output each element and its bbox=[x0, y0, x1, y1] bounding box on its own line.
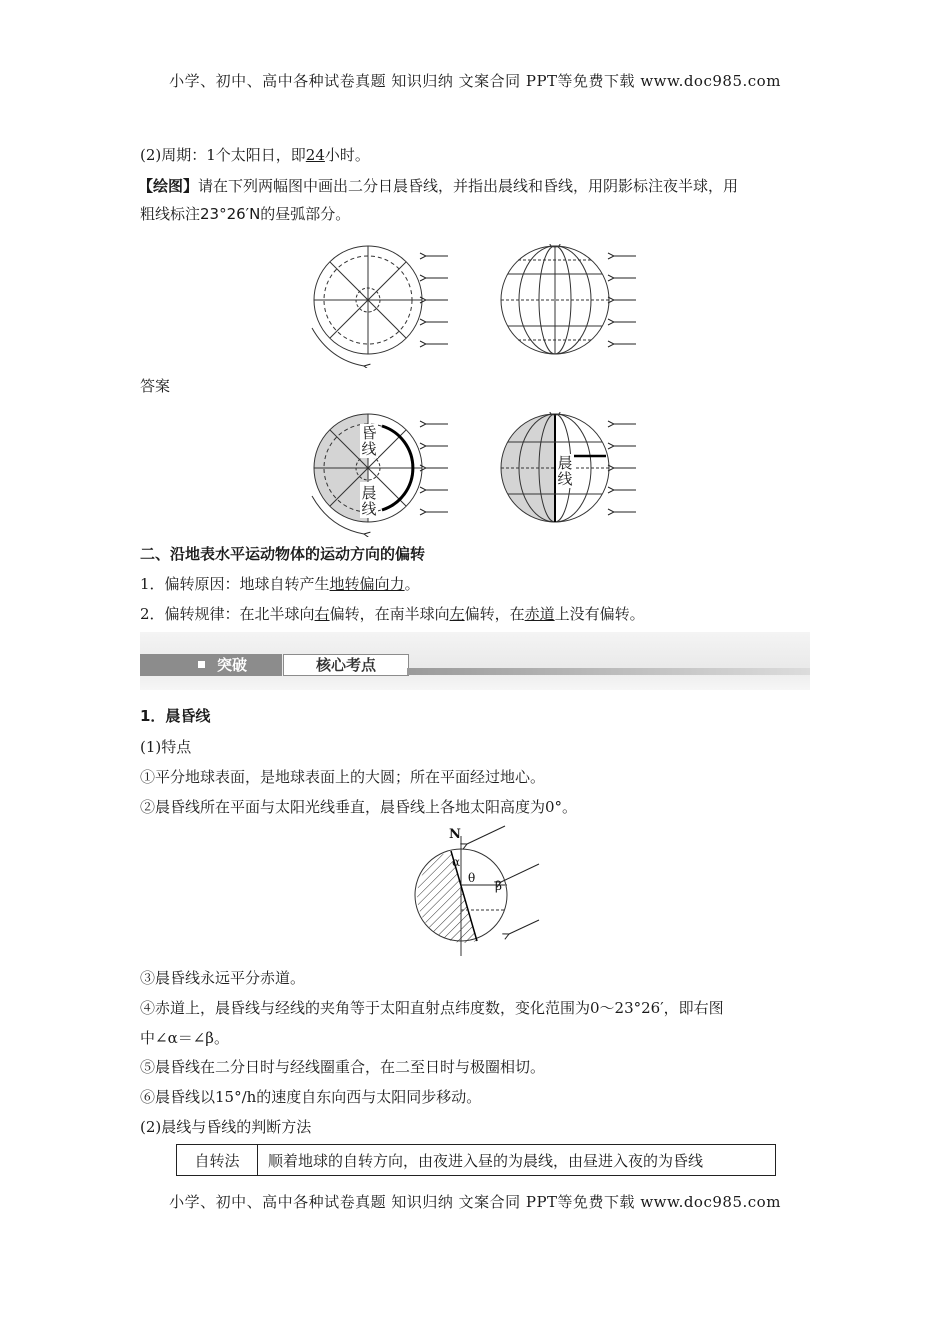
sun-rays-answer-right bbox=[614, 424, 636, 512]
feature-3: ③晨昏线永远平分赤道。 bbox=[140, 969, 306, 987]
grid-globe-question bbox=[501, 244, 609, 354]
banner-bar bbox=[407, 668, 810, 675]
core-title: 1．晨昏线 bbox=[140, 707, 211, 725]
period-hours: 24 bbox=[305, 146, 325, 164]
banner-title: 核心考点 bbox=[283, 654, 409, 676]
question-figures bbox=[300, 236, 650, 368]
page-header: 小学、初中、高中各种试卷真题 知识归纳 文案合同 PPT等免费下载 www.doc985.com bbox=[169, 72, 781, 90]
draw-instruction-line2: 粗线标注23°26′N的昼弧部分。 bbox=[140, 205, 351, 223]
draw-tag: 【绘图】 bbox=[138, 177, 199, 195]
feature-4-cont: 中∠α＝∠β。 bbox=[140, 1029, 229, 1047]
sun-rays-right bbox=[614, 256, 636, 344]
theta-label: θ bbox=[468, 871, 476, 885]
beta-label: β bbox=[495, 879, 502, 893]
sun-rays-answer-left bbox=[426, 424, 448, 512]
feature-2: ②晨昏线所在平面与太阳光线垂直，晨昏线上各地太阳高度为0°。 bbox=[140, 798, 578, 816]
feature-4: ④赤道上，晨昏线与经线的夹角等于太阳直射点纬度数，变化范围为0～23°26′，即右图 bbox=[140, 999, 724, 1017]
dawn-line-char1: 晨 bbox=[557, 454, 573, 472]
angle-figure bbox=[405, 824, 550, 959]
feature-6: ⑥晨昏线以15°/h的速度自东向西与太阳同步移动。 bbox=[140, 1088, 482, 1106]
feature-5: ⑤晨昏线在二分日时与经线圈重合，在二至日时与极圈相切。 bbox=[140, 1058, 546, 1076]
polar-globe-question bbox=[312, 246, 422, 366]
features-subtitle: (1)特点 bbox=[140, 738, 192, 756]
answer-label: 答案 bbox=[140, 377, 171, 395]
dusk-label-char2: 线 bbox=[361, 440, 377, 458]
deflection-rule: 2．偏转规律：在北半球向右偏转，在南半球向左偏转，在赤道上没有偏转。 bbox=[140, 605, 645, 623]
answer-figures bbox=[300, 402, 650, 537]
section2-title: 二、沿地表水平运动物体的运动方向的偏转 bbox=[140, 545, 426, 563]
sun-rays-left bbox=[426, 256, 448, 344]
grid-globe-answer bbox=[501, 412, 609, 522]
north-label: N bbox=[449, 827, 461, 842]
alpha-label: α bbox=[452, 855, 461, 869]
method-name: 自转法 bbox=[177, 1145, 258, 1176]
table-row bbox=[177, 1145, 776, 1176]
dawn-label-char1: 晨 bbox=[361, 484, 377, 502]
draw-instruction: 【绘图】请在下列两幅图中画出二分日晨昏线，并指出晨线和昏线，用阴影标注夜半球，用 bbox=[138, 177, 739, 195]
method-table bbox=[176, 1144, 776, 1176]
dawn-label-char2: 线 bbox=[361, 500, 377, 518]
feature-1: ①平分地球表面，是地球表面上的大圆；所在平面经过地心。 bbox=[140, 768, 546, 786]
deflection-cause: 1．偏转原因：地球自转产生地转偏向力。 bbox=[140, 575, 420, 593]
method-desc: 顺着地球的自转方向，由夜进入昼的为晨线，由昼进入夜的为昏线 bbox=[258, 1145, 776, 1176]
period-line: (2)周期：1个太阳日，即24小时。 bbox=[140, 146, 370, 164]
dusk-label-char1: 昏 bbox=[361, 424, 377, 442]
section-banner bbox=[140, 632, 810, 690]
dawn-line-char2: 线 bbox=[557, 470, 573, 488]
banner-tag: 突破 bbox=[140, 654, 282, 676]
page-footer: 小学、初中、高中各种试卷真题 知识归纳 文案合同 PPT等免费下载 www.doc985.com bbox=[169, 1193, 781, 1211]
method-subtitle: (2)晨线与昏线的判断方法 bbox=[140, 1118, 312, 1136]
